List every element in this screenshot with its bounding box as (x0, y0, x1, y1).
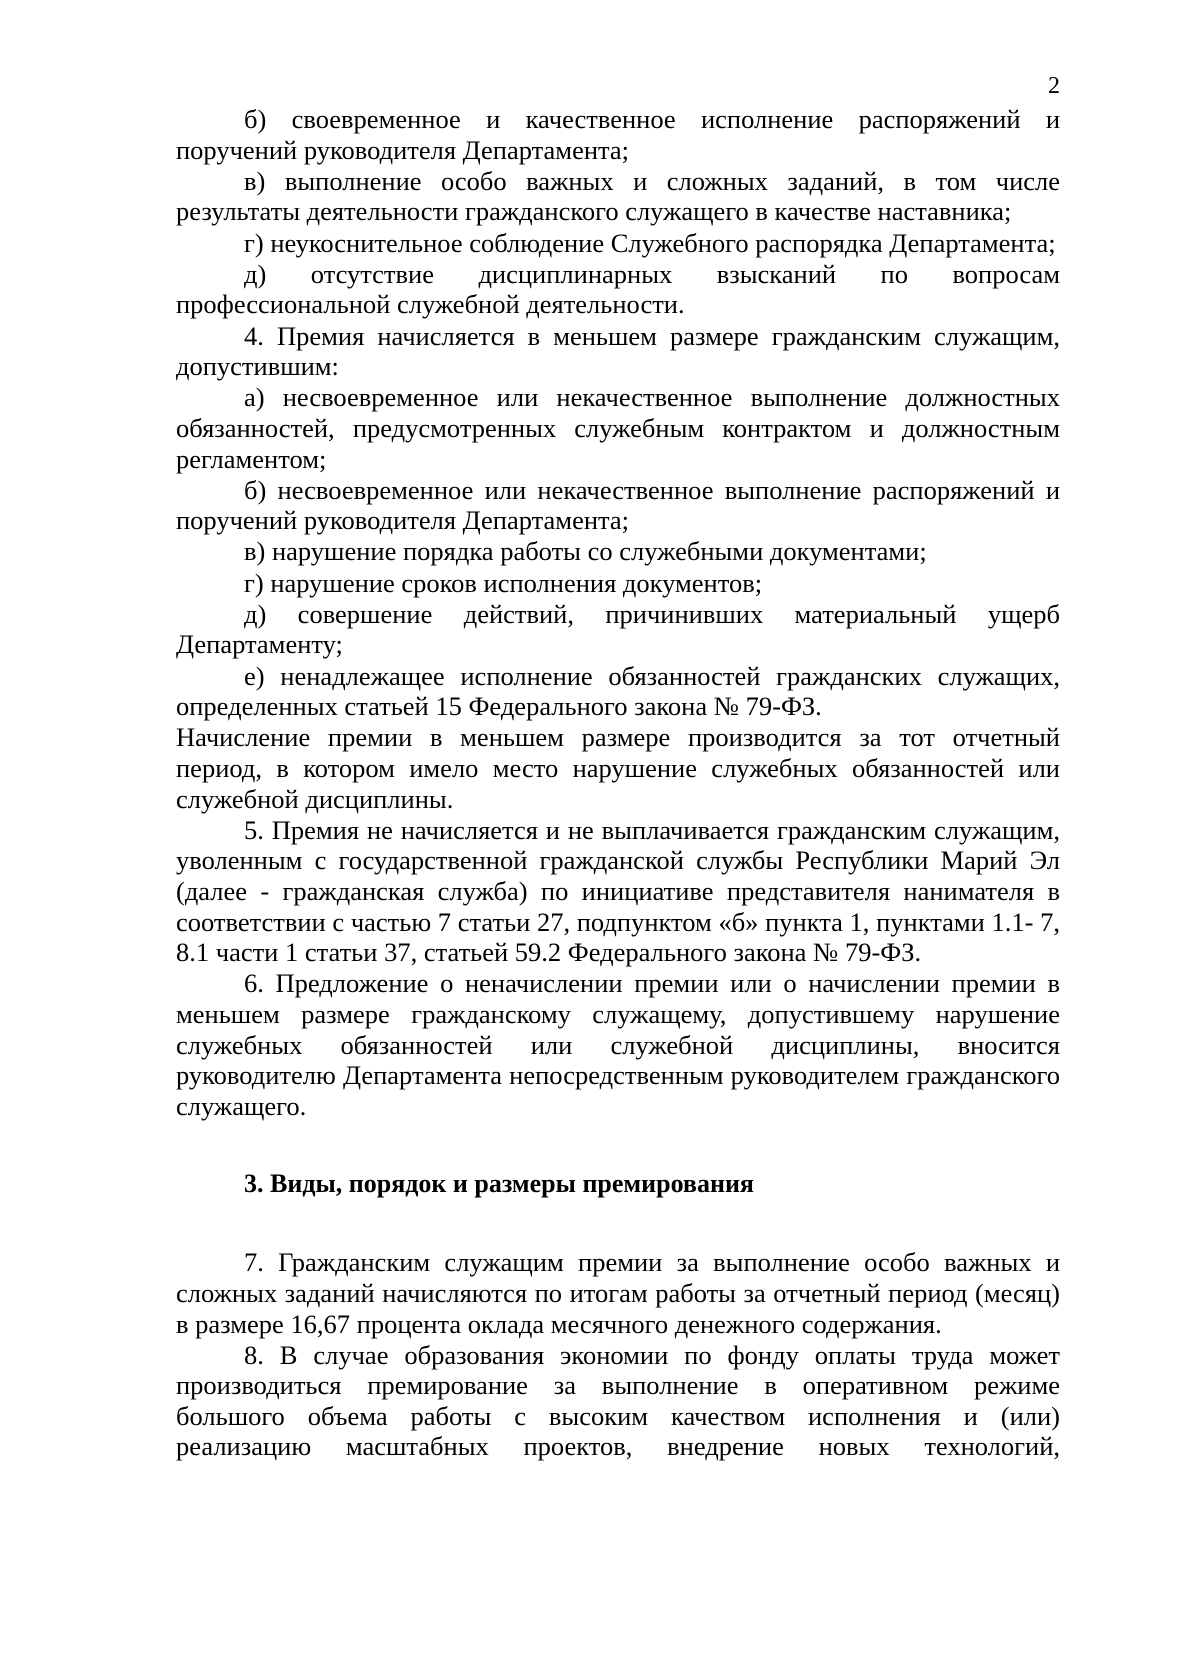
paragraph-3b: б) своевременное и качественное исполнение распоряжений и поручений руководителя Департамента; (176, 104, 1060, 165)
document-body (176, 104, 1060, 1463)
paragraph-4: 4. Премия начисляется в меньшем размере гражданским служащим, допустившим: (176, 320, 1060, 382)
paragraph-4v: в) нарушение порядка работы со служебными документами; (244, 536, 927, 567)
paragraph-8: 8. В случае образования экономии по фонду оплаты труда может производиться премирование за выполнение в оперативном режиме большого объема работы с высоким качеством исполнения и (или) реализацию масштабных проектов, внедрение новых технологий, (176, 1339, 1060, 1462)
paragraph-3g: г) неукоснительное соблюдение Служебного распорядка Департамента; (244, 227, 1056, 258)
paragraph-5: 5. Премия не начисляется и не выплачивается гражданским служащим, уволенным с государственной гражданской службы Республики Марий Эл (далее - гражданская служба) по инициативе представителя нанимателя в соответствии с частью 7 статьи 27, подпунктом «б» пункта 1, пунктами 1.1- 7, 8.1 части 1 статьи 37, статьей 59.2 Федерального закона № 79-ФЗ. (176, 814, 1060, 968)
paragraph-4d: д) совершение действий, причинивших материальный ущерб Департаменту; (176, 598, 1060, 660)
paragraph-6: 6. Предложение о неначислении премии или о начислении премии в меньшем размере гражданскому служащему, допустившему нарушение служебных обязанностей или служебной дисциплины, вносится руководителю Департамента непосредственным руководителем гражданского служащего. (176, 968, 1060, 1121)
paragraph-4g: г) нарушение сроков исполнения документов; (244, 567, 763, 598)
section-heading: 3. Виды, порядок и размеры премирования (244, 1169, 754, 1199)
paragraph-3v: в) выполнение особо важных и сложных заданий, в том числе результаты деятельности гражданского служащего в качестве наставника; (176, 165, 1060, 227)
paragraph-4e: е) ненадлежащее исполнение обязанностей гражданских служащих, определенных статьей 15 Федерального закона № 79-ФЗ. (176, 660, 1060, 722)
paragraph-4a: а) несвоевременное или некачественное выполнение должностных обязанностей, предусмотренных служебным контрактом и должностным регламентом; (176, 382, 1060, 474)
paragraph-7: 7. Гражданским служащим премии за выполнение особо важных и сложных заданий начисляются по итогам работы за отчетный период (месяц) в размере 16,67 процента оклада месячного денежного содержания. (176, 1247, 1060, 1339)
paragraph-3d: д) отсутствие дисциплинарных взысканий по вопросам профессиональной служебной деятельности. (176, 258, 1060, 320)
paragraph-4-note: Начисление премии в меньшем размере производится за тот отчетный период, в котором имело место нарушение служебных обязанностей или служебной дисциплины. (176, 722, 1060, 814)
paragraph-4b: б) несвоевременное или некачественное выполнение распоряжений и поручений руководителя Департамента; (176, 474, 1060, 536)
page-number: 2 (1048, 73, 1060, 99)
